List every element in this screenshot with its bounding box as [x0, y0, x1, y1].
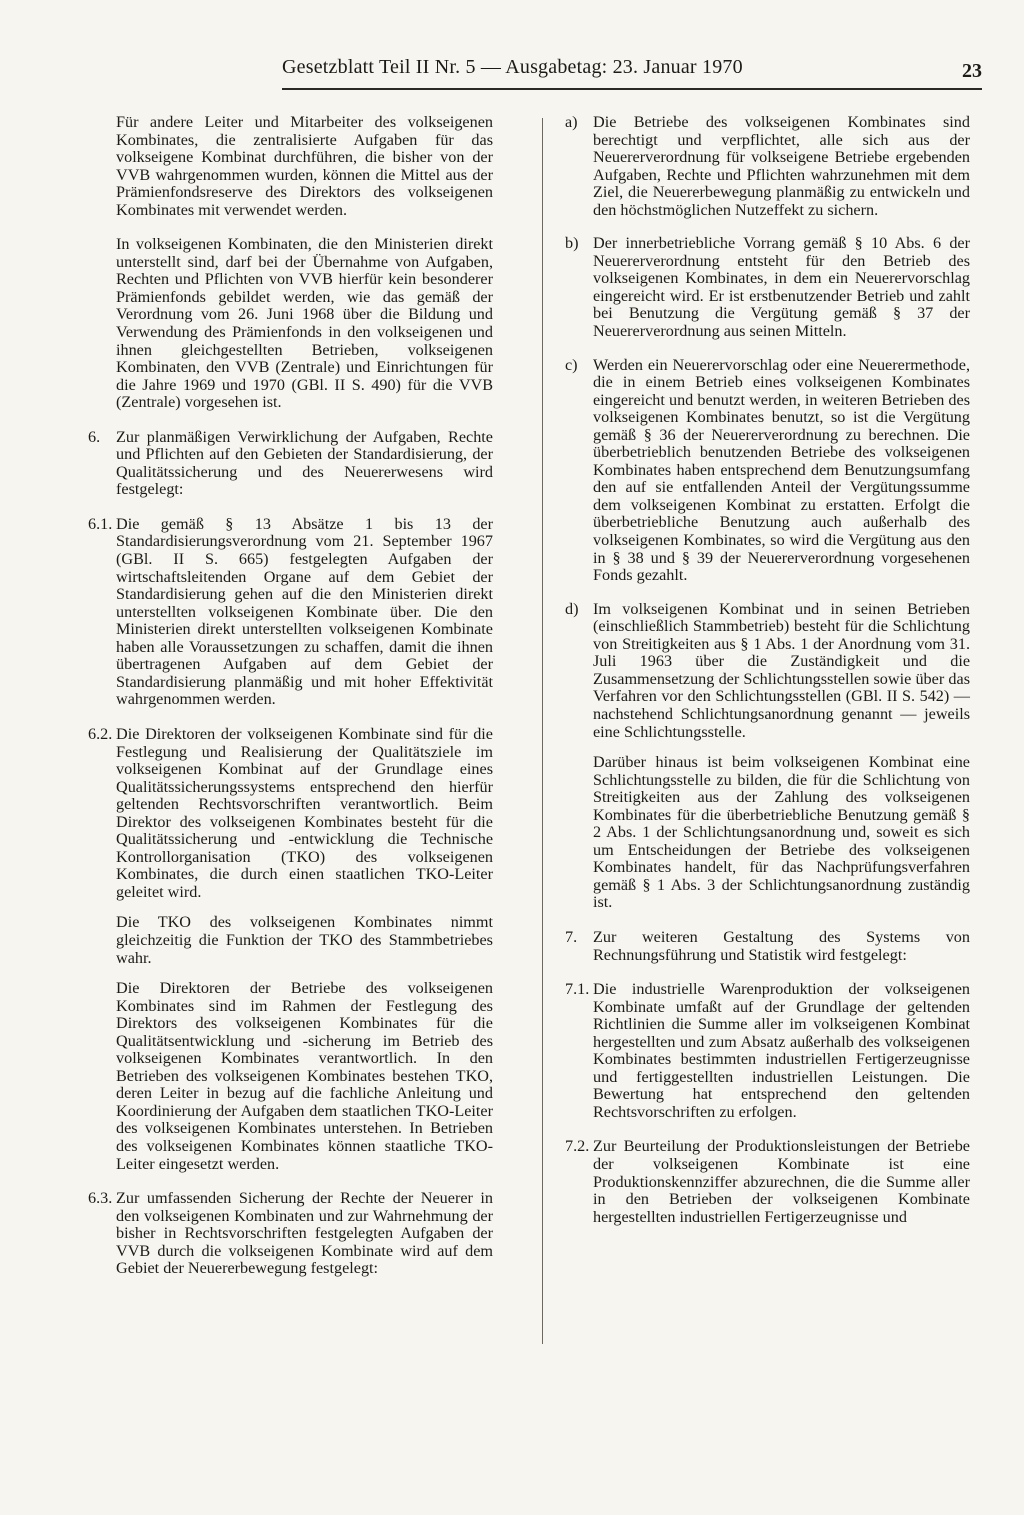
section-7 [565, 929, 970, 964]
item-d [565, 601, 970, 741]
column-divider [542, 118, 543, 1344]
item-text: Die Betriebe des volkseigenen Kombinates sind berechtigt und verpflichtet, alle sich aus der Neuererverordnung für volkseigene Betriebe ergebenden Aufgaben, Rechte und Pflichten wahrzunehmen mit dem Ziel, die Neuererbewegung planmäßig zu entwickeln und den höchstmöglichen Nutzeffekt zu sichern. [593, 113, 970, 219]
header-title: Gesetzblatt Teil II Nr. 5 — Ausgabetag: 23. Januar 1970 [282, 56, 743, 78]
section-number: 7.1. [565, 980, 590, 999]
section-number: 6.3. [88, 1189, 113, 1208]
section-6-2-paragraph-3: Die Direktoren der Betriebe des volkseigenen Kombinates sind im Rahmen der Festlegung des Direktors des volkseigenen Kombinates für die Qualitätsentwicklung und -sicherung im Betrieb des volkseigenen Kombinates verantwortlich. In den Betrieben des volkseigenen Kombinates bestehen TKO, deren Leiter in bezug auf die fachliche Anleitung und Koordinierung der Aufgaben dem staatlichen TKO-Leiter des volkseigenen Kombinates unterstehen. In Betrieben des volkseigenen Kombinates können staatliche TKO-Leiter eingesetzt werden. [116, 979, 493, 1173]
section-6-2-paragraph-2: Die TKO des volkseigenen Kombinates nimmt gleichzeitig die Funktion der TKO des Stammbetriebes wahr. [116, 913, 493, 967]
intro-paragraph: Für andere Leiter und Mitarbeiter des volkseigenen Kombinates, die zentralisierte Aufgaben für das volkseigene Kombinat durchführen, die bisher von der VVB wahrgenommen wurden, können die Mittel aus der Prämienfondsreserve des Direktors des volkseigenen Kombinates mit verwendet werden. [116, 113, 493, 219]
item-a [565, 114, 970, 219]
section-text: Zur weiteren Gestaltung des Systems von Rechnungsführung und Statistik wird festgelegt: [593, 927, 970, 964]
section-number: 6.1. [88, 514, 113, 533]
item-b [565, 235, 970, 340]
section-7-2 [565, 1138, 970, 1226]
page-number: 23 [962, 60, 982, 82]
item-letter: b) [565, 234, 579, 253]
section-number: 7. [565, 927, 578, 946]
intro-paragraph-second: In volkseigenen Kombinaten, die den Ministerien direkt unterstellt sind, darf bei der Übernahme von Aufgaben, Rechten und Pflichten von VVB hierfür kein besonderer Prämienfonds gebildet werden, wie das gemäß der Verordnung vom 26. Juni 1968 über die Bildung und Verwendung des Prämienfonds in den volkseigenen und ihnen gleichgestellten Betrieben, volkseigenen Kombinaten, den VVB (Zentrale) und Einrichtungen für die Jahre 1969 und 1970 (GBl. II S. 490) für die VVB (Zentrale) vorgesehen ist. [116, 235, 493, 412]
section-6-3 [88, 1190, 493, 1278]
section-6 [88, 429, 493, 499]
section-text: Die gemäß § 13 Absätze 1 bis 13 der Standardisierungsverordnung vom 21. September 1967 (GBl. II S. 665) festgelegten Aufgaben der wirtschaftsleitenden Organe auf dem Gebiet der Standardisierung gehen auf die den Ministerien direkt unterstellten volkseigenen Kombinate über. Die den Ministerien direkt unterstellten volkseigenen Kombinate haben alle Voraussetzungen zu schaffen, damit die ihnen übertragenen Aufgaben auf dem Gebiet der Standardisierung planmäßig und mit hoher Effektivität wahrgenommen werden. [116, 514, 493, 709]
item-letter: d) [565, 599, 579, 618]
section-6-1 [88, 516, 493, 709]
item-letter: a) [565, 113, 578, 131]
section-6-2 [88, 726, 493, 901]
section-text: Die Direktoren der volkseigenen Kombinate sind für die Festlegung und Realisierung der Qualitätsziele im volkseigenen Kombinat auf der Grundlage eines Qualitätssicherungssystems entsprechend den hierfür geltenden Rechtsvorschriften verantwortlich. Beim Direktor des volkseigenen Kombinates besteht für die Qualitätssicherung und -entwicklung die Technische Kontrollorganisation (TKO) des volkseigenen Kombinates, die durch einen staatlichen TKO-Leiter geleitet wird. [116, 724, 493, 901]
item-c [565, 357, 970, 585]
section-number: 6.2. [88, 724, 113, 743]
left-column [88, 114, 493, 1295]
section-7-1 [565, 981, 970, 1121]
section-number: 7.2. [565, 1137, 590, 1156]
item-text: Im volkseigenen Kombinat und in seinen Betrieben (einschließlich Stammbetrieb) besteht für die Schlichtung von Streitigkeiten aus § 1 Abs. 1 der Anordnung vom 31. Juli 1963 über die Zuständigkeit und die Zusammensetzung der Schlichtungsstellen sowie über das Verfahren vor den Schlichtungsstellen (GBl. II S. 542) — nachstehend Schlichtungsanordnung genannt — jeweils eine Schlichtungsstelle. [593, 599, 970, 741]
item-text: Werden ein Neuerervorschlag oder eine Neuerermethode, die in einem Betrieb eines volkseigenen Kombinates eingereicht und benutzt werden, in weiteren Betrieben des volkseigenen Kombinates benutzt, so ist die Vergütung gemäß § 36 der Neuererverordnung zu berechnen. Die überbetrieblich benutzenden Betriebe des volkseigenen Kombinates haben entsprechend dem Benutzungsumfang den auf sie entfallenden Anteil der Vergütungssumme dem volkseigenen Kombinat zu erstatten. Erfolgt die überbetriebliche Benutzung auch außerhalb des volkseigenen Kombinates, so wird die Vergütung aus den in § 38 und § 39 der Neuererverordnung vorgesehenen Fonds gezahlt. [593, 355, 970, 585]
page-header [282, 56, 982, 96]
section-text: Zur umfassenden Sicherung der Rechte der Neuerer in den volkseigenen Kombinaten und zur Wahrnehmung der bisher in Rechtsvorschriften festgelegten Aufgaben der VVB durch die volkseigenen Kombinate wird auf dem Gebiet der Neuererbewegung festgelegt: [116, 1189, 493, 1278]
item-letter: c) [565, 355, 578, 374]
section-text: Zur planmäßigen Verwirklichung der Aufgaben, Rechte und Pflichten auf den Gebieten der Standardisierung, der Qualitätssicherung und des Neuererwesens wird festgelegt: [116, 427, 493, 499]
section-text: Die industrielle Warenproduktion der volkseigenen Kombinate umfaßt auf der Grundlage der geltenden Richtlinien die Summe aller im volkseigenen Kombinat hergestellten und zum Absatz außerhalb des volkseigenen Kombinates bestimmten industriellen Fertigerzeugnisse und fertiggestellten industriellen Leistungen. Die Bewertung hat entsprechend den geltenden Rechtsvorschriften zu erfolgen. [593, 980, 970, 1121]
item-d-paragraph-2: Darüber hinaus ist beim volkseigenen Kombinat eine Schlichtungsstelle zu bilden, die für die Schlichtung von Streitigkeiten aus der Zahlung des volkseigenen Kombinates für die überbetriebliche Benutzung gemäß § 2 Abs. 1 der Schlichtungsanordnung und, soweit es sich um Entscheidungen der Betriebe des volkseigenen Kombinates handelt, für das Nachprüfungsverfahren gemäß § 1 Abs. 3 der Schlichtungsanordnung zuständig ist. [593, 753, 970, 912]
item-text: Der innerbetriebliche Vorrang gemäß § 10 Abs. 6 der Neuererverordnung entsteht für den Betrieb des volkseigenen Kombinates, in dem ein Neuerervorschlag eingereicht wird. Er ist erstbenutzender Betrieb und zahlt bei Benutzung die Vergütung gemäß § 37 der Neuererverordnung aus seinen Mitteln. [593, 234, 970, 341]
header-rule [282, 88, 982, 90]
right-column [565, 114, 970, 1243]
section-number: 6. [88, 427, 101, 446]
section-text: Zur Beurteilung der Produktionsleistungen der Betriebe der volkseigenen Kombinate ist eine Produktionskennziffer abzurechnen, die die Summe aller in den Betrieben der volkseigenen Kombinate hergestellten industriellen Fertigerzeugnisse und [593, 1137, 970, 1226]
